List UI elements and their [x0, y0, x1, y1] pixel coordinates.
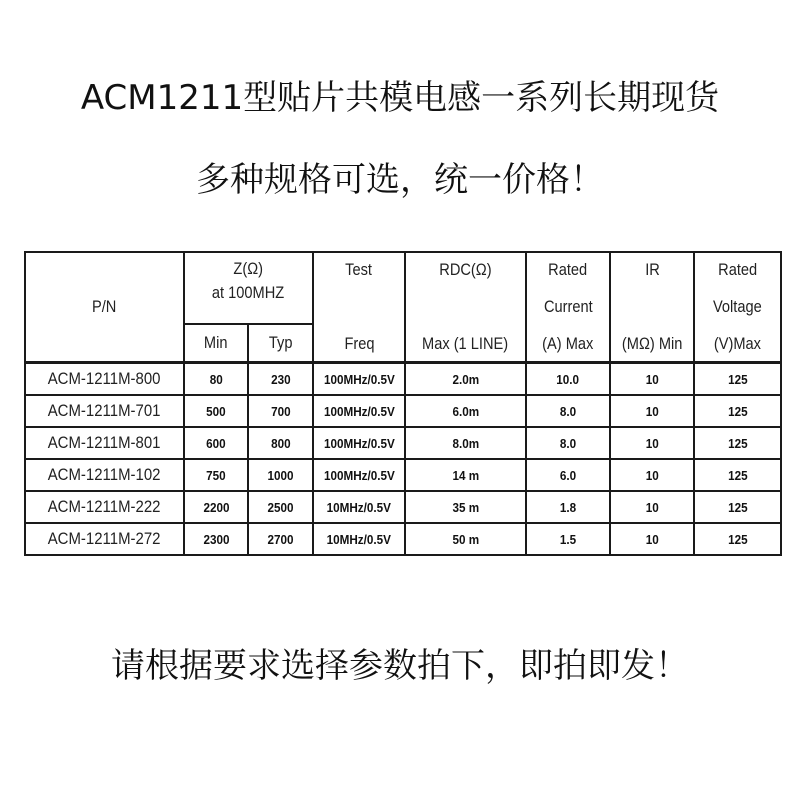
- cell-min: 2200: [184, 491, 248, 523]
- header-ir: IR (MΩ) Min: [610, 252, 694, 363]
- cell-pn: ACM-1211M-801: [25, 427, 184, 459]
- cell-ir: 10: [610, 363, 694, 396]
- cell-current: 1.5: [526, 523, 610, 555]
- spec-table: [24, 251, 782, 556]
- cell-min: 80: [184, 363, 248, 396]
- header-z-min: Min: [184, 324, 248, 363]
- header-test-freq: Test Freq: [313, 252, 405, 363]
- cell-rdc: 6.0m: [405, 395, 526, 427]
- page-subtitle: 多种规格可选，统一价格！: [196, 160, 604, 200]
- cell-pn: ACM-1211M-701: [25, 395, 184, 427]
- table-row: [25, 459, 781, 491]
- cell-freq: 100MHz/0.5V: [313, 395, 405, 427]
- cell-current: 8.0: [526, 427, 610, 459]
- cell-rdc: 35 m: [405, 491, 526, 523]
- footer-note: 请根据要求选择参数拍下，即拍即发！: [111, 646, 689, 686]
- cell-pn: ACM-1211M-800: [25, 363, 184, 396]
- header-rated-current: Rated Current (A) Max: [526, 252, 610, 363]
- cell-ir: 10: [610, 427, 694, 459]
- page-title: ACM1211型贴片共模电感一系列长期现货: [80, 78, 720, 118]
- cell-typ: 2700: [248, 523, 313, 555]
- cell-current: 8.0: [526, 395, 610, 427]
- cell-freq: 100MHz/0.5V: [313, 427, 405, 459]
- cell-freq: 100MHz/0.5V: [313, 459, 405, 491]
- cell-voltage: 125: [694, 395, 781, 427]
- cell-pn: ACM-1211M-222: [25, 491, 184, 523]
- cell-typ: 230: [248, 363, 313, 396]
- cell-typ: 800: [248, 427, 313, 459]
- header-rated-voltage: Rated Voltage (V)Max: [694, 252, 781, 363]
- cell-rdc: 8.0m: [405, 427, 526, 459]
- cell-current: 1.8: [526, 491, 610, 523]
- cell-ir: 10: [610, 459, 694, 491]
- table-row: [25, 491, 781, 523]
- header-rdc: RDC(Ω) Max (1 LINE): [405, 252, 526, 363]
- cell-ir: 10: [610, 523, 694, 555]
- header-z-typ: Typ: [248, 324, 313, 363]
- cell-rdc: 50 m: [405, 523, 526, 555]
- table-row: [25, 523, 781, 555]
- cell-ir: 10: [610, 491, 694, 523]
- cell-freq: 10MHz/0.5V: [313, 523, 405, 555]
- cell-min: 500: [184, 395, 248, 427]
- cell-current: 10.0: [526, 363, 610, 396]
- table-row: [25, 363, 781, 396]
- cell-typ: 1000: [248, 459, 313, 491]
- cell-voltage: 125: [694, 491, 781, 523]
- cell-min: 750: [184, 459, 248, 491]
- cell-voltage: 125: [694, 523, 781, 555]
- table-row: [25, 395, 781, 427]
- cell-voltage: 125: [694, 363, 781, 396]
- cell-typ: 700: [248, 395, 313, 427]
- cell-min: 2300: [184, 523, 248, 555]
- cell-rdc: 14 m: [405, 459, 526, 491]
- cell-freq: 10MHz/0.5V: [313, 491, 405, 523]
- cell-voltage: 125: [694, 459, 781, 491]
- cell-freq: 100MHz/0.5V: [313, 363, 405, 396]
- table-row: [25, 427, 781, 459]
- header-impedance: Z(Ω) at 100MHZ: [184, 252, 313, 324]
- cell-voltage: 125: [694, 427, 781, 459]
- cell-current: 6.0: [526, 459, 610, 491]
- cell-min: 600: [184, 427, 248, 459]
- cell-rdc: 2.0m: [405, 363, 526, 396]
- cell-typ: 2500: [248, 491, 313, 523]
- cell-ir: 10: [610, 395, 694, 427]
- cell-pn: ACM-1211M-272: [25, 523, 184, 555]
- cell-pn: ACM-1211M-102: [25, 459, 184, 491]
- header-pn: P/N: [25, 252, 184, 363]
